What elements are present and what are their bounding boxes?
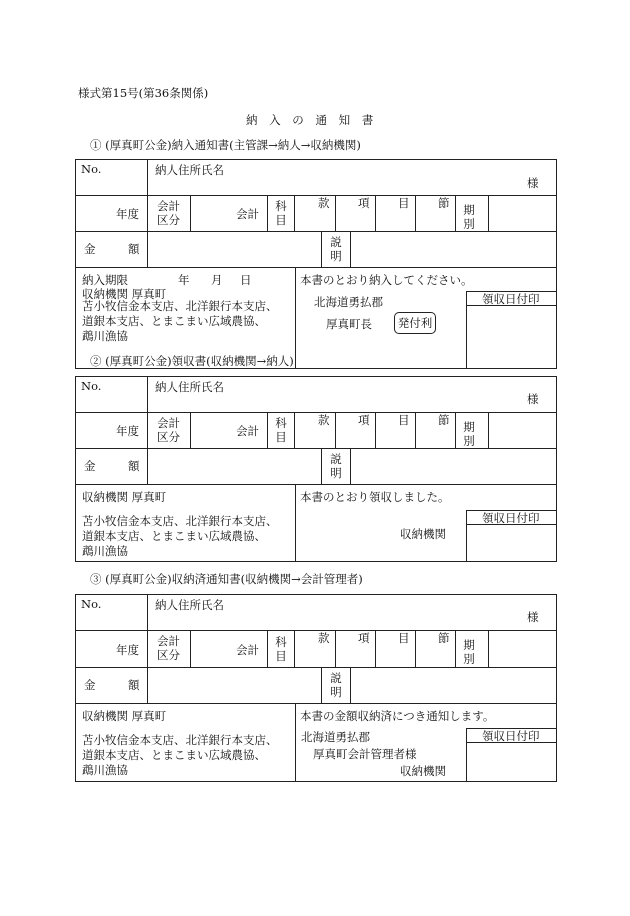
gaku-label: 額 [128,459,140,473]
document-title: 納 入 の 通 知 書 [246,113,378,127]
receipt-date-stamp-label: 領収日付印 [482,511,540,525]
treasurer-label: 厚真町会計管理者様 [313,747,417,761]
mayor-label: 厚真町長 [326,317,372,331]
receiving-agency: 収納機関 厚真町 [82,709,167,723]
sama-label: 様 [527,392,539,406]
accounting-label: 会計 [236,207,259,221]
branch-list: 苫小牧信金本支店、北洋銀行本支店、 道銀本支店、とまこまい広域農協、 鵡川漁協 [82,733,278,777]
description-label: 説明 [330,235,342,263]
no-label: No. [81,379,102,393]
moku-label: 目 [398,196,410,210]
subject-label: 科目 [275,199,287,227]
payer-name-label: 納人住所氏名 [155,163,224,177]
description-label: 説明 [330,452,342,480]
kan-label: 款 [318,631,330,645]
receipt-date-stamp-label: 領収日付印 [482,729,540,743]
setsu-label: 節 [438,413,450,427]
subject-label: 科目 [275,635,287,663]
kin-label: 金 [84,678,96,692]
period-label: 期別 [463,203,475,231]
fiscal-year-label: 年度 [116,424,139,438]
kan-label: 款 [318,413,330,427]
accounting-division-label: 会計区分 [157,199,180,227]
period-label: 期別 [463,420,475,448]
fiscal-year-label: 年度 [116,207,139,221]
sama-label: 様 [527,610,539,624]
sama-label: 様 [527,176,539,190]
message: 本書のとおり領収しました。 [300,490,450,504]
gaku-label: 額 [128,242,140,256]
message: 本書の金額収納済につき通知します。 [300,709,495,723]
branch-list: 苫小牧信金本支店、北洋銀行本支店、 道銀本支店、とまこまい広域農協、 鵡川漁協 [82,514,278,558]
accounting-label: 会計 [236,643,259,657]
branch-list: 苫小牧信金本支店、北洋銀行本支店、 道銀本支店、とまこまい広域農協、 鵡川漁協 [82,299,278,343]
receiving-agency-label: 収納機関 [400,764,446,778]
accounting-division-label: 会計区分 [157,634,180,662]
deadline-label: 納入期限 [82,273,128,287]
section-1-heading: ① (厚真町公金)納入通知書(主管課→納人→収納機関) [90,138,361,152]
deadline-month: 月 [211,273,223,287]
setsu-label: 節 [438,631,450,645]
address-line: 北海道勇払郡 [314,295,383,309]
issuer-stamp: 発付利 [394,312,436,334]
message: 本書のとおり納入してください。 [300,273,473,287]
fiscal-year-label: 年度 [116,643,139,657]
deadline-day: 日 [240,273,252,287]
kin-label: 金 [84,459,96,473]
setsu-label: 節 [438,196,450,210]
subject-label: 科目 [275,416,287,444]
no-label: No. [81,597,102,611]
period-label: 期別 [463,638,475,666]
description-label: 説明 [330,671,342,699]
ko-label: 項 [358,196,370,210]
receiving-agency: 収納機関 厚真町 [82,287,167,301]
receiving-agency-label: 収納機関 [400,527,446,541]
section-3-heading: ③ (厚真町公金)収納済通知書(収納機関→会計管理者) [90,572,363,586]
ko-label: 項 [358,413,370,427]
payer-name-label: 納人住所氏名 [155,380,224,394]
accounting-label: 会計 [236,424,259,438]
kan-label: 款 [318,196,330,210]
gaku-label: 額 [128,678,140,692]
receiving-agency: 収納機関 厚真町 [82,490,167,504]
moku-label: 目 [398,631,410,645]
ko-label: 項 [358,631,370,645]
payer-name-label: 納人住所氏名 [155,598,224,612]
deadline-year: 年 [178,273,190,287]
no-label: No. [81,162,102,176]
receipt-date-stamp-label: 領収日付印 [482,292,540,306]
accounting-division-label: 会計区分 [157,416,180,444]
address-line: 北海道勇払郡 [301,730,370,744]
form-number: 様式第15号(第36条関係) [78,86,209,100]
moku-label: 目 [398,413,410,427]
section-2-heading: ② (厚真町公金)領収書(収納機関→納人) [90,354,294,368]
kin-label: 金 [84,242,96,256]
